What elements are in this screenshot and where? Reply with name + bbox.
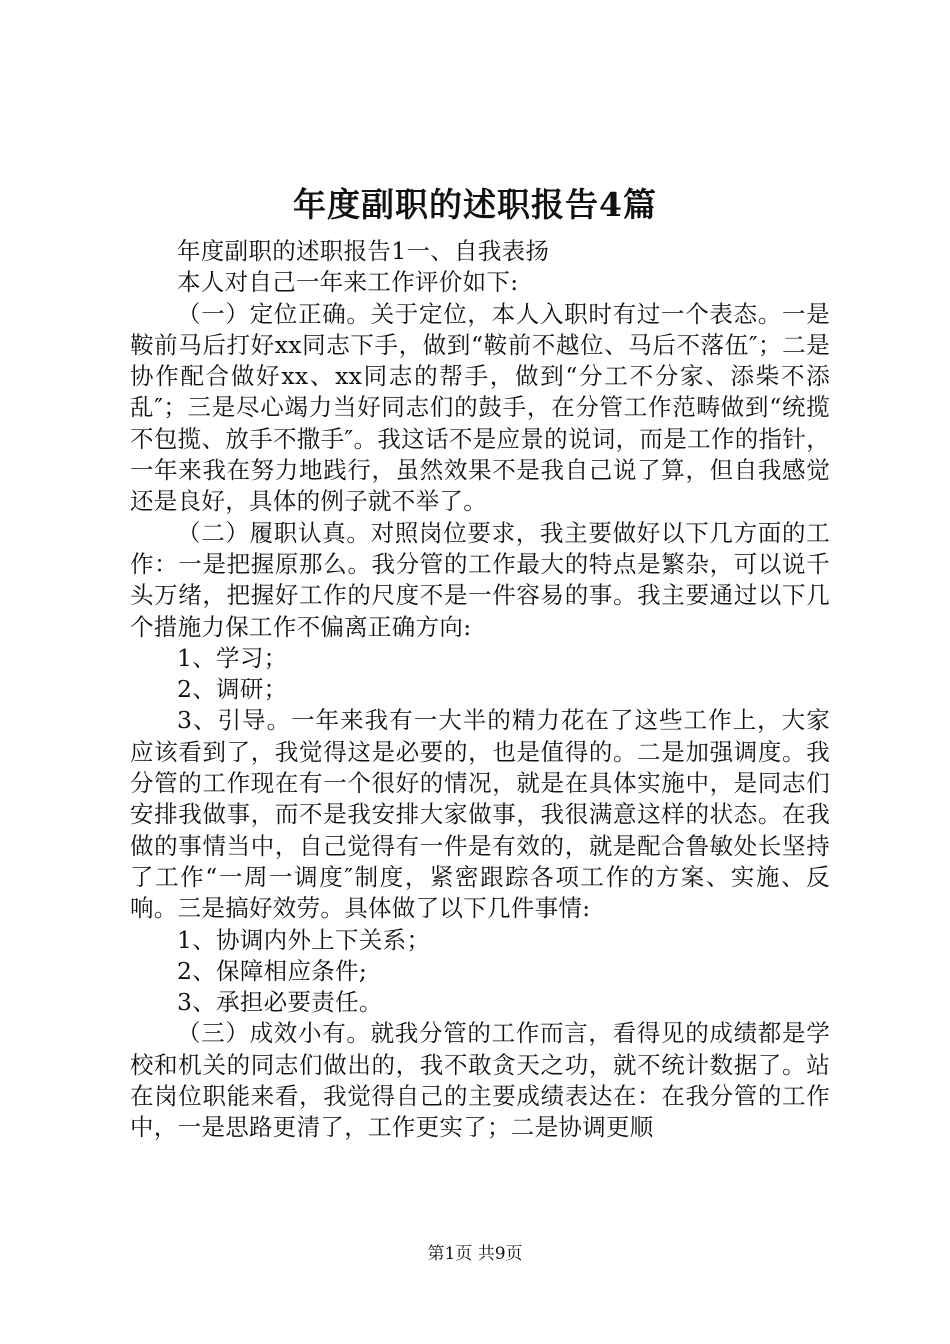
paragraph: 1、协调内外上下关系； [177,925,431,954]
paragraph: 1、学习； [177,643,288,672]
paragraph: （二）履职认真。对照岗位要求，我主要做好以下几方面的工作：一是把握原那么。我分管的工作最大的特点是繁杂，可以说千头万绪，把握好工作的尺度不是一件容易的事。我主要通过以下几个措施力保工作不偏离正确方向: [130,518,830,641]
paragraph: 3、承担必要责任。 [177,988,383,1017]
paragraph: 2、保障相应条件; [177,956,368,985]
page-number-footer: 第1页 共9页 [427,1244,523,1264]
paragraph: 2、调研； [177,675,288,704]
paragraph: 本人对自己一年来工作评价如下: [177,268,519,297]
paragraph: （三）成效小有。就我分管的工作而言，看得见的成绩都是学校和机关的同志们做出的，我不敢贪天之功，就不统计数据了。站在岗位职能来看，我觉得自己的主要成绩表达在：在我分管的工作中，一是思路更清了，工作更实了；二是协调更顺 [130,1019,830,1142]
paragraph: 3、引导。一年来我有一大半的精力花在了这些工作上，大家应该看到了，我觉得这是必要的，也是值得的。二是加强调度。我分管的工作现在有一个很好的情况，就是在具体实施中，是同志们安排我做事，而不是我安排大家做事，我很满意这样的状态。在我做的事情当中，自己觉得有一件是有效的，就是配合鲁敏处长坚持了工作“一周一调度″制度，紧密跟踪各项工作的方案、实施、反响。三是搞好效劳。具体做了以下几件事情: [130,706,830,923]
paragraph: （一）定位正确。关于定位，本人入职时有过一个表态。一是鞍前马后打好xx同志下手，做到“鞍前不越位、马后不落伍″；二是协作配合做好xx、xx同志的帮手，做到“分工不分家、添柴不添乱″；三是尽心竭力当好同志们的鼓手，在分管工作范畴做到“统揽不包揽、放手不撒手″。我这话不是应景的说词，而是工作的指针，一年来我在努力地践行，虽然效果不是我自己说了算，但自我感觉还是良好，具体的例子就不举了。 [130,299,830,516]
paragraph: 年度副职的述职报告1一、自我表扬 [177,237,550,265]
document-body [130,236,830,1144]
document-title: 年度副职的述职报告4篇 [293,185,657,224]
